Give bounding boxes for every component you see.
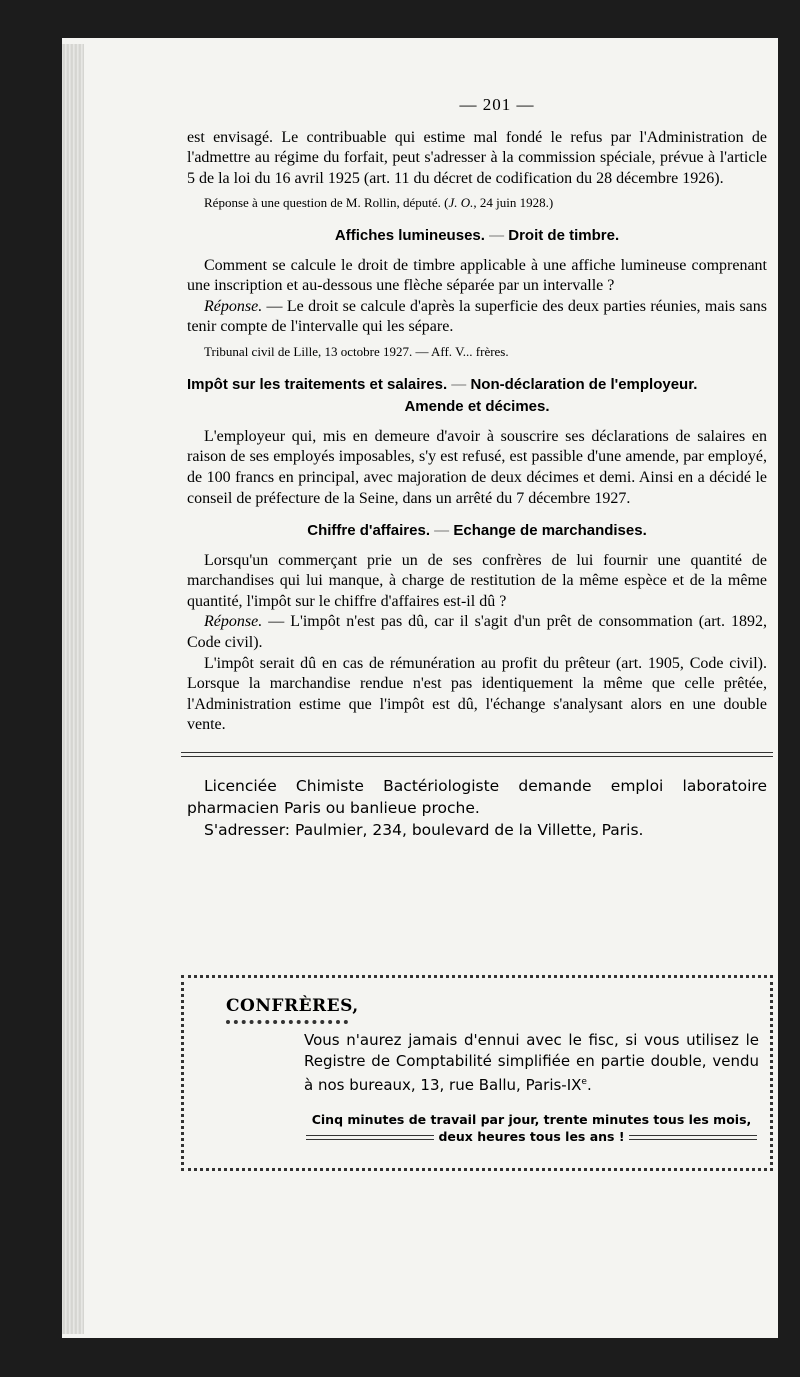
intro-source-suffix: , 24 juin 1928.)	[473, 195, 554, 211]
heading-impot-b: Non-déclaration de l'employeur.	[470, 375, 698, 393]
page-content	[187, 95, 767, 841]
page-number: — 201 —	[459, 95, 535, 114]
intro-paragraph: est envisagé. Le contribuable qui estime mal fondé le refus par l'Administration de l'admettre au régime du forfait, peut s'adresser à la commission spéciale, prévue à l'article 5 de la loi du 16 avril 1925 (art. 11 du décret de codification du 28 décembre 1926).	[187, 128, 767, 187]
double-rule-divider	[181, 752, 773, 757]
affiches-answer-label: Réponse.	[204, 297, 263, 315]
intro-source-prefix: Réponse à une question de M. Rollin, député. (	[204, 195, 449, 211]
boxed-advert-footer-line1: Cinq minutes de travail par jour, trente minutes tous les mois,	[311, 1112, 752, 1127]
boxed-advert-footer-line2: deux heures tous les ans !	[438, 1129, 625, 1144]
affiches-source: Tribunal civil de Lille, 13 octobre 1927. — Aff. V... frères.	[204, 343, 509, 359]
classified-ad	[187, 775, 767, 841]
chiffre-answer	[187, 612, 767, 653]
boxed-advert-body-end: .	[586, 1076, 592, 1094]
boxed-advert-body	[304, 1030, 759, 1096]
heading-impot-a: Impôt sur les traitements et salaires.	[187, 375, 448, 393]
heading-chiffre-a: Chiffre d'affaires.	[307, 522, 430, 540]
boxed-advert-title-underline	[226, 1020, 348, 1024]
chiffre-paragraph2: L'impôt serait dû en cas de rémunération au profit du prêteur (art. 1905, Code civil). Lorsque la marchandise rendue n'est pas identiquement la même que celle prêtée, l'Administration estime que l'impôt est dû, l'échange s'analysant alors en une double vente.	[187, 654, 767, 734]
classified-ad-line2: S'adresser: Paulmier, 234, boulevard de la Villette, Paris.	[204, 821, 644, 840]
heading-impot	[187, 375, 767, 396]
page-edge-stack	[62, 44, 84, 1334]
affiches-answer	[187, 297, 767, 338]
heading-affiches-b: Droit de timbre.	[508, 226, 620, 244]
heading-affiches-dash: —	[484, 226, 509, 244]
footer-double-rule-left	[306, 1135, 434, 1140]
intro-source-journal: J. O.	[448, 195, 474, 211]
footer-double-rule-right	[629, 1135, 757, 1140]
heading-impot-subtitle: Amende et décimes.	[404, 398, 550, 416]
chiffre-answer-label: Réponse.	[204, 613, 263, 631]
intro-source	[187, 193, 767, 214]
heading-chiffre-dash: —	[430, 522, 454, 540]
chiffre-question: Lorsqu'un commerçant prie un de ses confrères de lui fournir une quantité de marchandises qui lui manque, à charge de restitution de la même espèce et de la même quantité, l'impôt sur le chiffre d'affaires est-il dû ?	[187, 551, 767, 610]
heading-affiches-a: Affiches lumineuses.	[334, 226, 485, 244]
heading-chiffre	[187, 521, 767, 542]
impot-paragraph: L'employeur qui, mis en demeure d'avoir à souscrire ses déclarations de salaires en raison de ses employés imposables, s'y est refusé, est passible d'une amende, par employé, de 100 francs en principal, avec majoration de deux décimes et demi. Ainsi en a décidé le conseil de préfecture de la Seine, dans un arrêté du 7 décembre 1927.	[187, 427, 767, 507]
boxed-advert	[181, 975, 773, 1171]
boxed-advert-footer-line2-row	[304, 1128, 759, 1145]
heading-chiffre-b: Echange de marchandises.	[453, 522, 647, 540]
affiches-answer-text: — Le droit se calcule d'après la superficie des deux parties réunies, mais sans tenir compte de l'intervalle qui les sépare.	[187, 297, 767, 336]
boxed-advert-title: CONFRÈRES,	[226, 996, 359, 1016]
boxed-advert-body-text: Vous n'aurez jamais d'ennui avec le fisc, si vous utilisez le Registre de Comptabilité simplifiée en partie double, vendu à nos bureaux, 13, rue Ballu, Paris-IX	[304, 1031, 759, 1094]
classified-ad-line1: Licenciée Chimiste Bactériologiste demande emploi laboratoire pharmacien Paris ou banlieue proche.	[187, 777, 767, 818]
heading-affiches	[187, 226, 767, 247]
boxed-advert-footer	[304, 1111, 759, 1145]
boxed-advert-body-sup: e	[581, 1077, 587, 1087]
heading-impot-dash: —	[447, 375, 471, 393]
chiffre-answer-text: — L'impôt n'est pas dû, car il s'agit d'un prêt de consommation (art. 1892, Code civil).	[187, 613, 767, 652]
affiches-question: Comment se calcule le droit de timbre applicable à une affiche lumineuse comprenant une inscription et au-dessous une flèche séparée par un intervalle ?	[187, 256, 767, 295]
